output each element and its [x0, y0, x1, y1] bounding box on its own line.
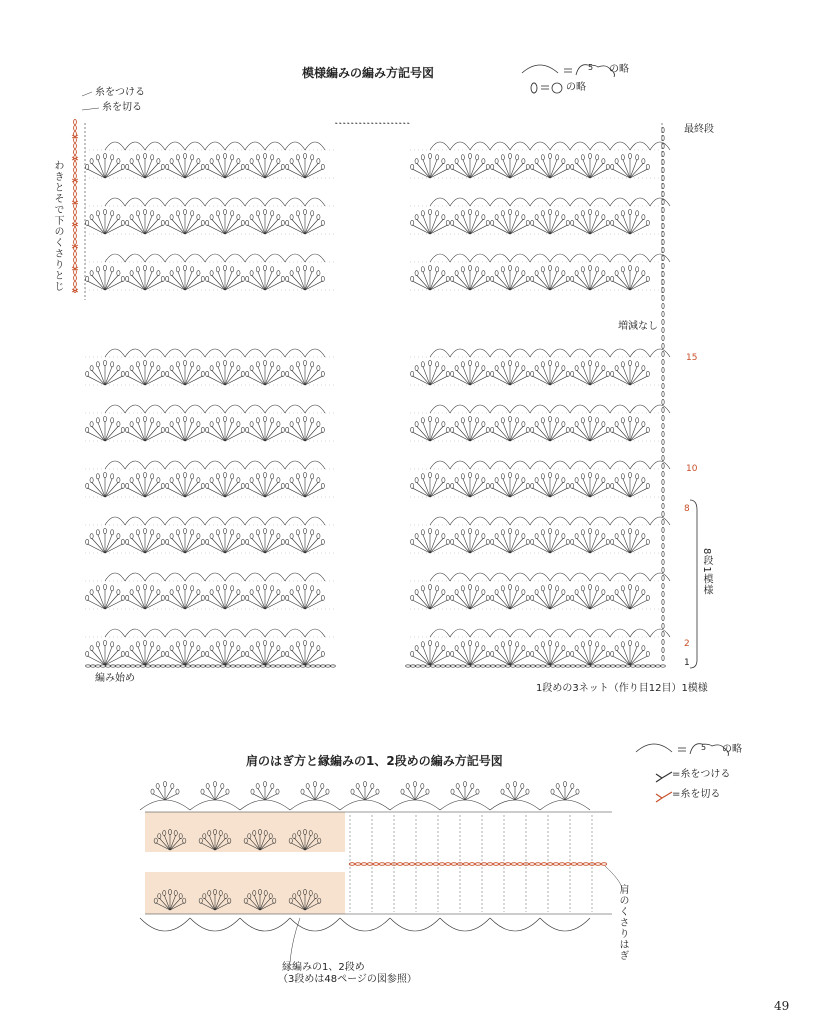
- label-repeat: 8段1模様: [701, 548, 712, 596]
- label-start: 編み始め: [95, 673, 135, 684]
- pattern-block-upper-left: [85, 142, 335, 290]
- label-edging-rows: 縁編みの1、2段め: [282, 962, 365, 973]
- legend2-chain-text: の略: [722, 744, 742, 755]
- legend-dot-text: の略: [566, 82, 586, 93]
- legend2-attach-text: =糸をつける: [672, 769, 731, 780]
- row-number-10: 10: [686, 464, 698, 474]
- label-edging-ref: （3段めは48ページの図参照）: [278, 974, 417, 985]
- label-shoulder-seam: 肩のくさりはぎ: [617, 884, 628, 961]
- page-number: 49: [774, 999, 790, 1013]
- pattern-block-lower-left: [85, 349, 335, 665]
- label-attach-yarn: 糸をつける: [95, 87, 145, 98]
- legend-chain-count: 5: [588, 63, 594, 72]
- chart-guides: [82, 92, 697, 668]
- pattern-block-lower-right: [410, 349, 670, 665]
- label-no-change: 増減なし: [618, 321, 658, 332]
- side-seam-chain-red: [72, 119, 78, 292]
- pattern-block-upper-right: [410, 142, 670, 290]
- top-chart-title: 模様編みの編み方記号図: [302, 66, 435, 80]
- label-cut-yarn: 糸を切る: [102, 102, 142, 113]
- legend2-chain-count: 5: [701, 743, 707, 752]
- legend2-cut-text: =糸を切る: [672, 789, 721, 800]
- row-number-8: 8: [684, 504, 690, 514]
- legend-chain-text: の略: [609, 64, 629, 75]
- label-final-row: 最終段: [684, 124, 714, 135]
- shoulder-edging-chart: [140, 781, 622, 962]
- label-side-seam: わきとそで下のくさりとじ: [52, 160, 63, 292]
- row-number-1: 1: [684, 658, 690, 668]
- label-first-row-note: 1段めの3ネット（作り目12目）1模様: [536, 683, 708, 694]
- row-number-15: 15: [686, 353, 698, 363]
- row-number-2: 2: [684, 639, 690, 649]
- bottom-chart-title: 肩のはぎ方と縁編みの1、2段めの編み方記号図: [246, 754, 503, 768]
